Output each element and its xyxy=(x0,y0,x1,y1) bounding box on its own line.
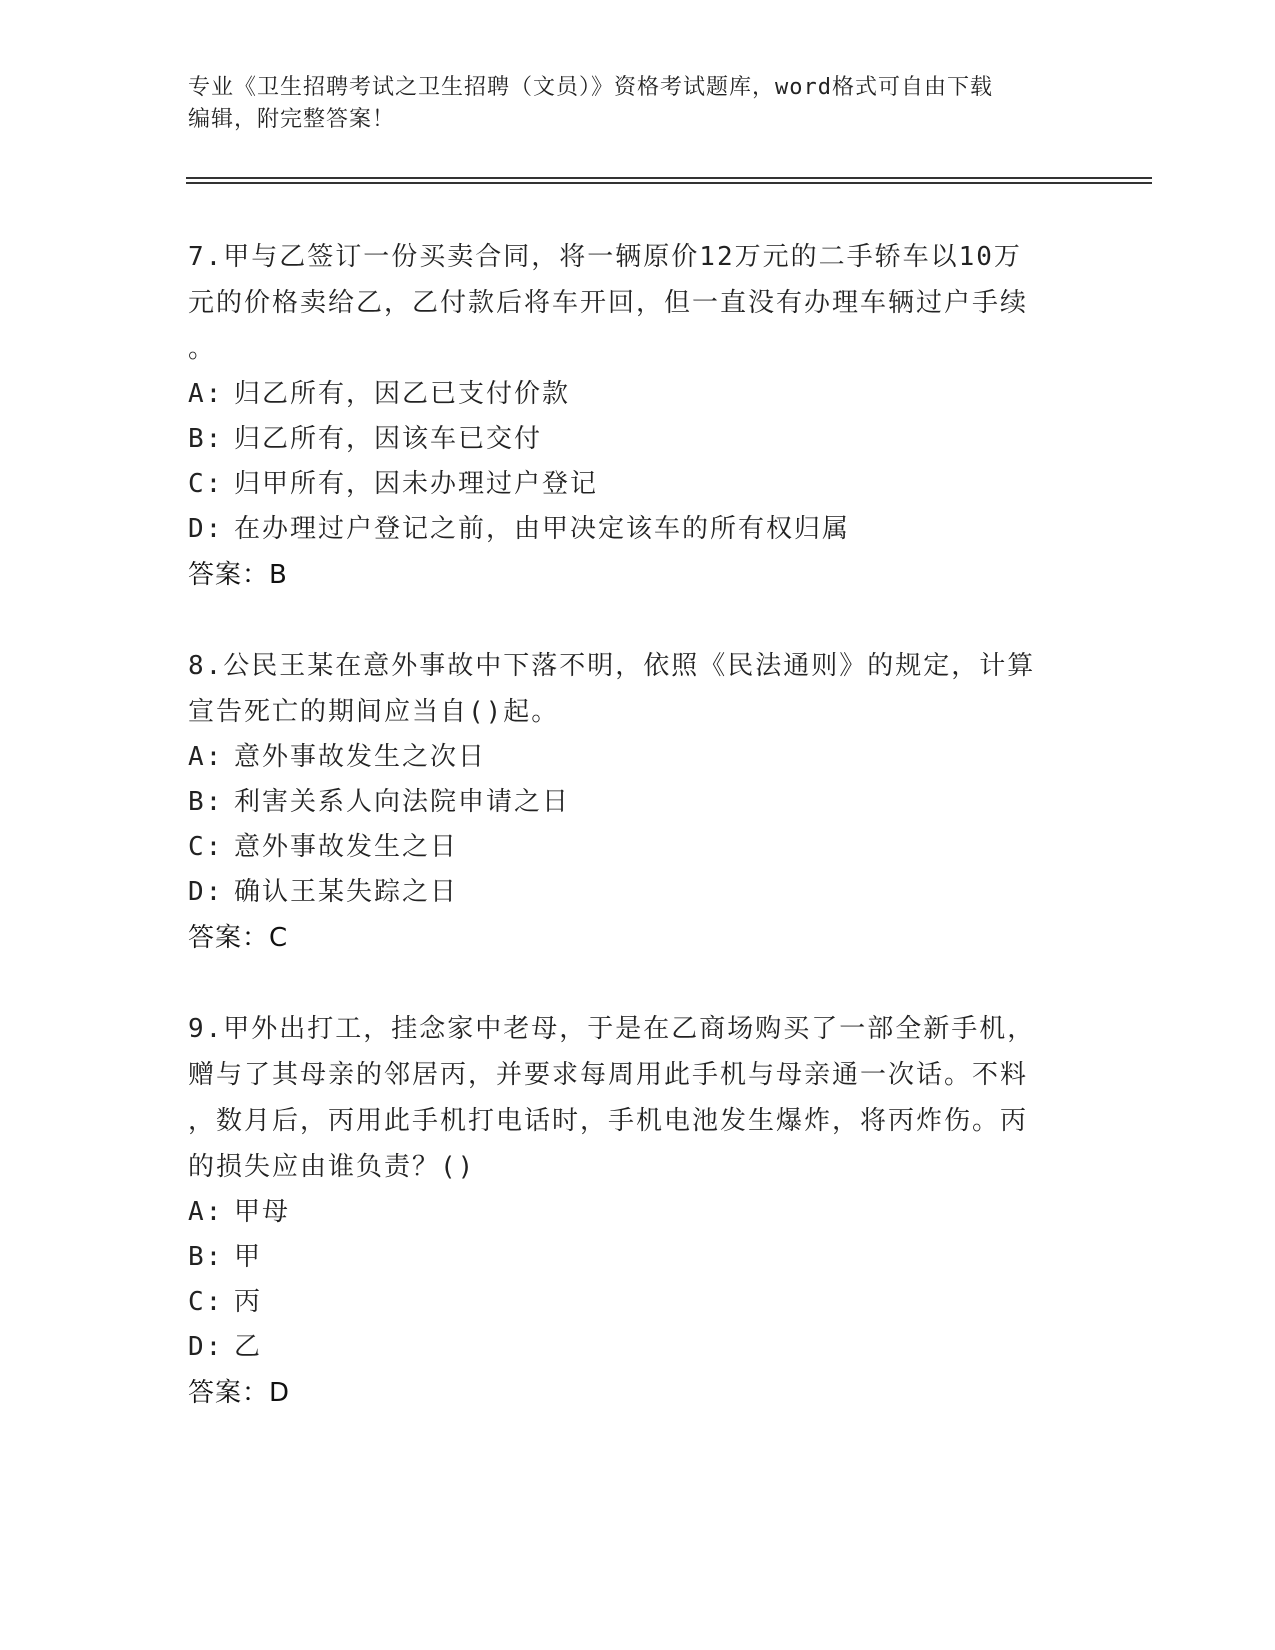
question-8 xyxy=(188,643,1068,961)
option-letter: C: xyxy=(188,469,224,499)
question-9 xyxy=(188,1006,1068,1416)
question-stem-line: 。 xyxy=(188,334,217,364)
question-stem-line: 7.甲与乙签订一份买卖合同，将一辆原价12万元的二手轿车以10万 xyxy=(188,242,1022,272)
answer-line: 答案：C xyxy=(188,923,289,953)
header-divider-top xyxy=(186,177,1152,179)
document-header xyxy=(188,72,1068,136)
option-d xyxy=(188,1325,1068,1370)
option-letter: A: xyxy=(188,379,224,409)
option-b xyxy=(188,1235,1068,1280)
option-text: 归乙所有，因该车已交付 xyxy=(234,424,543,454)
option-d xyxy=(188,870,1068,915)
option-c xyxy=(188,462,1068,507)
option-c xyxy=(188,825,1068,870)
header-divider-bottom xyxy=(186,182,1152,184)
option-letter: B: xyxy=(188,1242,224,1272)
answer-line: 答案：D xyxy=(188,1378,291,1408)
option-letter: A: xyxy=(188,742,224,772)
option-b xyxy=(188,780,1068,825)
option-text: 丙 xyxy=(234,1287,263,1317)
option-text: 归乙所有，因乙已支付价款 xyxy=(234,379,571,409)
option-text: 归甲所有，因未办理过户登记 xyxy=(234,469,599,499)
option-a xyxy=(188,735,1068,780)
option-text: 意外事故发生之日 xyxy=(234,832,459,862)
option-letter: C: xyxy=(188,832,224,862)
option-letter: B: xyxy=(188,787,224,817)
question-stem-line: 8.公民王某在意外事故中下落不明，依照《民法通则》的规定，计算 xyxy=(188,651,1036,681)
option-text: 意外事故发生之次日 xyxy=(234,742,487,772)
option-c xyxy=(188,1280,1068,1325)
option-letter: C: xyxy=(188,1287,224,1317)
option-text: 乙 xyxy=(234,1332,263,1362)
question-stem-line: 9.甲外出打工，挂念家中老母，于是在乙商场购买了一部全新手机， xyxy=(188,1014,1036,1044)
option-text: 甲 xyxy=(234,1242,263,1272)
question-7 xyxy=(188,234,1068,598)
question-stem-line: 赠与了其母亲的邻居丙，并要求每周用此手机与母亲通一次话。不料 xyxy=(188,1060,1029,1090)
answer-line: 答案：B xyxy=(188,560,288,590)
option-text: 在办理过户登记之前，由甲决定该车的所有权归属 xyxy=(234,514,851,544)
option-a xyxy=(188,372,1068,417)
option-text: 确认王某失踪之日 xyxy=(234,877,459,907)
option-text: 甲母 xyxy=(234,1197,291,1227)
question-stem-line: ，数月后，丙用此手机打电话时，手机电池发生爆炸，将丙炸伤。丙 xyxy=(188,1106,1029,1136)
question-stem-line: 的损失应由谁负责？() xyxy=(188,1152,476,1182)
option-letter: A: xyxy=(188,1197,224,1227)
option-b xyxy=(188,417,1068,462)
option-d xyxy=(188,507,1068,552)
option-letter: B: xyxy=(188,424,224,454)
question-stem-line: 宣告死亡的期间应当自()起。 xyxy=(188,697,560,727)
header-line-2: 编辑，附完整答案！ xyxy=(188,107,396,132)
header-line-1: 专业《卫生招聘考试之卫生招聘（文员）》资格考试题库，word格式可自由下载 xyxy=(188,75,993,100)
option-a xyxy=(188,1190,1068,1235)
option-text: 利害关系人向法院申请之日 xyxy=(234,787,571,817)
question-stem-line: 元的价格卖给乙，乙付款后将车开回，但一直没有办理车辆过户手续 xyxy=(188,288,1029,318)
option-letter: D: xyxy=(188,514,224,544)
option-letter: D: xyxy=(188,877,224,907)
option-letter: D: xyxy=(188,1332,224,1362)
